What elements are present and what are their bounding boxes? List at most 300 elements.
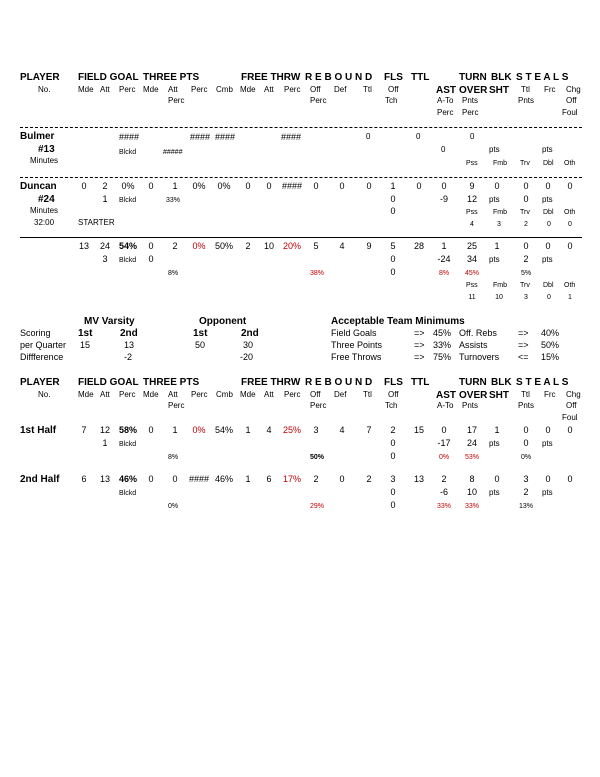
difference-label: Diffference	[20, 352, 64, 362]
header-mde: Mde	[240, 85, 256, 94]
steal-type-trv: Trv	[520, 209, 530, 216]
ast-to: -6	[439, 487, 449, 497]
opp-1st-score: 50	[195, 340, 206, 350]
header-field-goal: FIELD GOAL	[78, 72, 139, 83]
min-op-2: =>	[518, 340, 529, 350]
header-off: Off	[310, 390, 321, 399]
three-made: 0	[148, 425, 154, 435]
reb-def: 4	[339, 241, 345, 251]
fg-perc: 54%	[118, 241, 138, 251]
header-pnts: Pnts	[462, 401, 479, 410]
min-label-2: Assists	[459, 340, 488, 350]
header-att: Att	[100, 85, 110, 94]
assists: 2	[441, 474, 447, 484]
assists: 1	[441, 241, 447, 251]
ast-to: 0	[441, 145, 446, 154]
player-number: #24	[38, 194, 55, 205]
steal-type-dbl: Dbl	[543, 209, 554, 216]
header-free-thrw: FREE THRW	[241, 72, 301, 83]
per-quarter-label: per Quarter	[20, 340, 67, 350]
player-name: Duncan	[20, 181, 57, 192]
reb-ttl: 2	[366, 474, 372, 484]
header-field-goal: FIELD GOAL	[78, 377, 139, 388]
three-att-perc: #####	[163, 149, 183, 156]
header-perc: Perc	[310, 401, 327, 410]
header-perc: Perc	[284, 390, 301, 399]
blocks: 0	[494, 181, 500, 191]
min-value-2: 40%	[541, 328, 560, 338]
steal-type-fmb: Fmb	[493, 160, 507, 167]
steals-chg: 0	[567, 241, 573, 251]
fg-att: 12	[99, 425, 111, 435]
ft-perc: 17%	[282, 474, 302, 484]
header-a-to: A-To	[437, 401, 454, 410]
header-mde: Mde	[143, 390, 159, 399]
header-turn: TURN	[459, 72, 487, 83]
min-op: =>	[414, 340, 425, 350]
ft-made: 1	[245, 474, 251, 484]
three-att: 1	[172, 425, 178, 435]
fg-made: 0	[81, 181, 87, 191]
steal-type-trv: Trv	[520, 160, 530, 167]
steals-frc: 0	[545, 474, 551, 484]
cmb-perc: ####	[215, 132, 236, 142]
pts-label: pts	[542, 255, 553, 264]
half-label: 2nd Half	[20, 474, 60, 485]
fouls: 5	[390, 241, 396, 251]
col-2nd: 2nd	[120, 328, 138, 339]
ast-to: -24	[437, 254, 451, 264]
header-rebound: R E B O U N D	[305, 72, 373, 83]
fouls: 2	[390, 425, 396, 435]
fg-perc: 0%	[121, 181, 135, 191]
steal-count-dbl: 0	[547, 294, 551, 301]
header-perc: Perc	[191, 85, 208, 94]
turnover: 0	[470, 132, 475, 141]
min-label-2: Turnovers	[459, 352, 500, 362]
header-off: Off	[310, 85, 321, 94]
header-over: OVER	[459, 390, 488, 401]
min-value-2: 50%	[541, 340, 560, 350]
header-def: Def	[334, 85, 347, 94]
header-ast: AST	[436, 85, 456, 96]
min-op: =>	[414, 352, 425, 362]
blocks: 1	[494, 241, 500, 251]
header-sht: SHT	[489, 390, 509, 401]
steal-type-pss: Pss	[466, 160, 478, 167]
header-tch: Tch	[385, 96, 398, 105]
three-perc: ####	[188, 474, 210, 484]
ast-to: -9	[439, 194, 449, 204]
steals-ttl: 0	[523, 241, 529, 251]
steal-type-dbl: Dbl	[543, 282, 554, 289]
header-perc: Perc	[168, 96, 185, 105]
three-made: 0	[148, 181, 154, 191]
divider	[20, 177, 582, 178]
col-1st: 1st	[193, 328, 208, 339]
scoring-label: Scoring	[20, 328, 51, 338]
steal-type-pss: Pss	[466, 209, 478, 216]
blocked-label: Blckd	[119, 257, 137, 264]
steal-count-pss: 11	[468, 294, 476, 301]
three-made: 0	[148, 474, 154, 484]
min-value: 33%	[433, 340, 452, 350]
cmb-perc: 0%	[217, 181, 231, 191]
steal-count-oth: 0	[568, 221, 572, 228]
mv-2nd-score: 13	[124, 340, 135, 350]
steals-frc: 0	[545, 181, 551, 191]
header-ttl: Ttl	[363, 390, 372, 399]
three-att-perc: 8%	[168, 270, 179, 277]
ast-perc: 33%	[437, 503, 452, 510]
header-ttl: TTL	[411, 377, 430, 388]
steal-type-pss: Pss	[466, 282, 478, 289]
header-ttl: Ttl	[363, 85, 372, 94]
ft-att: 6	[266, 474, 272, 484]
minutes-label: Minutes	[30, 156, 59, 165]
pts-label: pts	[489, 488, 500, 497]
reb-off: 0	[313, 181, 319, 191]
three-att: 2	[172, 241, 178, 251]
over-perc: 45%	[465, 270, 480, 277]
col-2nd: 2nd	[241, 328, 259, 339]
steal-count-pss: 4	[470, 221, 474, 228]
ft-att: 0	[266, 181, 272, 191]
steals-perc: 13%	[519, 503, 534, 510]
header-att: Att	[168, 390, 178, 399]
header-frc: Frc	[544, 390, 556, 399]
turnovers: 8	[469, 474, 475, 484]
header-att: Att	[264, 390, 274, 399]
pts-label: pts	[542, 439, 553, 448]
header-perc: Perc	[119, 390, 136, 399]
divider	[20, 237, 582, 238]
reb-off: 3	[313, 425, 319, 435]
three-perc: 0%	[192, 425, 206, 435]
mv-1st-score: 15	[80, 340, 91, 350]
steals-chg: 0	[567, 181, 573, 191]
header-pnts: Pnts	[518, 401, 535, 410]
header-perc: Perc	[310, 96, 327, 105]
steals-frc: 0	[545, 241, 551, 251]
ft-made: 1	[245, 425, 251, 435]
header-fls: FLS	[384, 72, 403, 83]
header-rebound: R E B O U N D	[305, 377, 373, 388]
fouls-3: 0	[390, 500, 396, 510]
cmb-perc: 46%	[214, 474, 234, 484]
header-pnts: Pnts	[462, 96, 479, 105]
header-cmb: Cmb	[216, 85, 233, 94]
fouls: 3	[390, 474, 396, 484]
three-made: 0	[148, 241, 154, 251]
col-1st: 1st	[78, 328, 93, 339]
pts-label: pts	[489, 195, 500, 204]
ft-perc: 20%	[282, 241, 302, 251]
three-att: 0	[172, 474, 178, 484]
fg-att: 13	[99, 474, 111, 484]
steals-perc: 5%	[521, 270, 532, 277]
header-three-pts: THREE PTS	[143, 377, 200, 388]
assists: 0	[441, 425, 447, 435]
header-no: No.	[38, 390, 51, 399]
fg-made: 7	[81, 425, 87, 435]
fouls-3: 0	[390, 451, 396, 461]
header-sht: SHT	[489, 85, 509, 96]
header-tch: Tch	[385, 401, 398, 410]
header-chg: Chg	[566, 85, 581, 94]
header-def: Def	[334, 390, 347, 399]
fg-made: 6	[81, 474, 87, 484]
reb-ttl: 9	[366, 241, 372, 251]
ft-perc: 25%	[282, 425, 302, 435]
fouls-3: 0	[390, 267, 396, 277]
ft-perc: ####	[281, 132, 302, 142]
off-reb-perc: 29%	[310, 503, 325, 510]
over-pnts: 34	[466, 254, 478, 264]
min-value: 45%	[433, 328, 452, 338]
header-ast: AST	[436, 390, 456, 401]
fg-made: 13	[78, 241, 90, 251]
header-ttl: Ttl	[521, 85, 530, 94]
header-foul: Foul	[562, 108, 578, 117]
pts-label: pts	[489, 439, 500, 448]
header-perc: Perc	[462, 108, 479, 117]
minutes-value: 32:00	[34, 218, 55, 227]
blocked-label: Blckd	[119, 149, 137, 156]
three-att-perc: 33%	[166, 197, 181, 204]
min-label: Three Points	[331, 340, 383, 350]
steal-count-fmb: 3	[497, 221, 501, 228]
steal-type-dbl: Dbl	[543, 160, 554, 167]
acceptable-minimums-heading: Acceptable Team Minimums	[331, 316, 465, 327]
steal-type-fmb: Fmb	[493, 282, 507, 289]
steals-pnts: 2	[523, 254, 529, 264]
reb-ttl: 7	[366, 425, 372, 435]
header-mde: Mde	[240, 390, 256, 399]
fg-att: 24	[99, 241, 111, 251]
off-reb-perc: 38%	[310, 270, 325, 277]
three-att-perc: 0%	[168, 503, 179, 510]
opponent-heading: Opponent	[199, 316, 247, 327]
header-three-pts: THREE PTS	[143, 72, 200, 83]
header-steals: S T E A L S	[516, 377, 569, 388]
steals-ttl: 3	[523, 474, 529, 484]
minutes-label: Minutes	[30, 206, 59, 215]
turnovers: 9	[469, 181, 475, 191]
header-perc: Perc	[437, 108, 454, 117]
ttl-pts: 0	[416, 132, 421, 141]
min-op-2: <=	[518, 352, 529, 362]
steal-type-fmb: Fmb	[493, 209, 507, 216]
pts-label: pts	[489, 145, 500, 154]
fg-att-2: 1	[102, 194, 108, 204]
starter-label: STARTER	[78, 218, 115, 227]
three-made-2: 0	[148, 254, 154, 264]
three-perc: 0%	[192, 181, 206, 191]
steal-count-dbl: 0	[547, 221, 551, 228]
ast-to: -17	[437, 438, 451, 448]
header-blk: BLK	[491, 377, 512, 388]
blocks: 0	[494, 474, 500, 484]
fg-perc: ####	[119, 132, 140, 142]
header-chg: Chg	[566, 390, 581, 399]
header-perc: Perc	[168, 401, 185, 410]
off-reb-perc: 50%	[310, 454, 325, 461]
ttl-pts: 0	[416, 181, 422, 191]
ft-made: 0	[245, 181, 251, 191]
fouls-2: 0	[390, 194, 396, 204]
header-perc: Perc	[284, 85, 301, 94]
header-steals: S T E A L S	[516, 72, 569, 83]
steals-chg: 0	[567, 474, 573, 484]
steals-ttl: 0	[523, 425, 529, 435]
ft-perc: ####	[281, 181, 303, 191]
header-mde: Mde	[78, 85, 94, 94]
header-off: Off	[566, 401, 577, 410]
header-cmb: Cmb	[216, 390, 233, 399]
pts-label: pts	[542, 145, 553, 154]
reb-def: 0	[339, 181, 345, 191]
min-label: Free Throws	[331, 352, 382, 362]
ft-att: 10	[263, 241, 275, 251]
three-att-perc: 8%	[168, 454, 179, 461]
header-a-to: A-To	[437, 96, 454, 105]
steal-count-trv: 2	[524, 221, 528, 228]
header-over: OVER	[459, 85, 488, 96]
header-off: Off	[566, 96, 577, 105]
reb-ttl: 0	[366, 181, 372, 191]
fouls-2: 0	[390, 487, 396, 497]
header-off: Off	[388, 85, 399, 94]
header-blk: BLK	[491, 72, 512, 83]
steals-pnts: 0	[523, 438, 529, 448]
fg-att-2: 1	[102, 438, 108, 448]
header-frc: Frc	[544, 85, 556, 94]
blocked-label: Blckd	[119, 197, 137, 204]
ttl-pts: 13	[413, 474, 425, 484]
header-att: Att	[168, 85, 178, 94]
fouls-2: 0	[390, 254, 396, 264]
steals-ttl: 0	[523, 181, 529, 191]
header-perc: Perc	[119, 85, 136, 94]
opp-2nd-score: 30	[243, 340, 254, 350]
steal-type-oth: Oth	[564, 282, 576, 289]
ttl-pts: 28	[413, 241, 425, 251]
header-turn: TURN	[459, 377, 487, 388]
assists: 0	[441, 181, 447, 191]
cmb-perc: 54%	[214, 425, 234, 435]
fouls-3: 0	[390, 206, 396, 216]
ft-att: 4	[266, 425, 272, 435]
steal-type-oth: Oth	[564, 160, 576, 167]
steal-type-trv: Trv	[520, 282, 530, 289]
steal-count-trv: 3	[524, 294, 528, 301]
fouls-2: 0	[390, 438, 396, 448]
header-player: PLAYER	[20, 377, 60, 388]
fg-att-2: 3	[102, 254, 108, 264]
over-pnts: 24	[466, 438, 478, 448]
player-name: Bulmer	[20, 131, 55, 142]
turnovers: 17	[466, 425, 478, 435]
fg-perc: 58%	[118, 425, 138, 435]
min-op-2: =>	[518, 328, 529, 338]
steals-pnts: 2	[523, 487, 529, 497]
three-perc: ####	[190, 132, 211, 142]
three-perc: 0%	[192, 241, 206, 251]
reb-off: 5	[313, 241, 319, 251]
pts-label: pts	[542, 488, 553, 497]
fouls: 1	[390, 181, 396, 191]
header-ttl: Ttl	[521, 390, 530, 399]
over-pnts: 10	[466, 487, 478, 497]
header-free-thrw: FREE THRW	[241, 377, 301, 388]
mv-difference: -2	[124, 352, 133, 362]
fg-perc: 46%	[118, 474, 138, 484]
ast-perc: 8%	[439, 270, 450, 277]
pts-label: pts	[542, 195, 553, 204]
steal-count-fmb: 10	[495, 294, 503, 301]
header-player: PLAYER	[20, 72, 60, 83]
min-value: 75%	[433, 352, 452, 362]
fg-att: 2	[102, 181, 108, 191]
pts-label: pts	[489, 255, 500, 264]
steal-type-oth: Oth	[564, 209, 576, 216]
reb-def: 0	[339, 474, 345, 484]
over-perc: 53%	[465, 454, 480, 461]
ttl-pts: 15	[413, 425, 425, 435]
player-number: #13	[38, 144, 55, 155]
half-label: 1st Half	[20, 425, 57, 436]
min-op: =>	[414, 328, 425, 338]
steals-frc: 0	[545, 425, 551, 435]
steal-count-oth: 1	[568, 294, 572, 301]
header-mde: Mde	[78, 390, 94, 399]
blocks: 1	[494, 425, 500, 435]
ft-made: 2	[245, 241, 251, 251]
opp-difference: -20	[240, 352, 254, 362]
reb-off: 2	[313, 474, 319, 484]
header-pnts: Pnts	[518, 96, 535, 105]
cmb-perc: 50%	[214, 241, 234, 251]
steals-perc: 0%	[521, 454, 532, 461]
min-label-2: Off. Rebs	[459, 328, 497, 338]
header-no: No.	[38, 85, 51, 94]
header-mde: Mde	[143, 85, 159, 94]
divider	[20, 127, 582, 128]
header-off: Off	[388, 390, 399, 399]
steals-chg: 0	[567, 425, 573, 435]
over-perc: 33%	[465, 503, 480, 510]
header-ttl: TTL	[411, 72, 430, 83]
header-foul: Foul	[562, 413, 578, 422]
blocked-label: Blckd	[119, 490, 137, 497]
three-att: 1	[172, 181, 178, 191]
over-pnts: 12	[466, 194, 478, 204]
min-label: Field Goals	[331, 328, 377, 338]
ast-perc: 0%	[439, 454, 450, 461]
reb-def: 4	[339, 425, 345, 435]
header-fls: FLS	[384, 377, 403, 388]
header-att: Att	[264, 85, 274, 94]
steals-pnts: 0	[523, 194, 529, 204]
reb-ttl: 0	[366, 132, 371, 141]
turnovers: 25	[466, 241, 478, 251]
header-perc: Perc	[191, 390, 208, 399]
blocked-label: Blckd	[119, 441, 137, 448]
min-value-2: 15%	[541, 352, 560, 362]
mv-varsity-heading: MV Varsity	[84, 316, 135, 327]
header-att: Att	[100, 390, 110, 399]
